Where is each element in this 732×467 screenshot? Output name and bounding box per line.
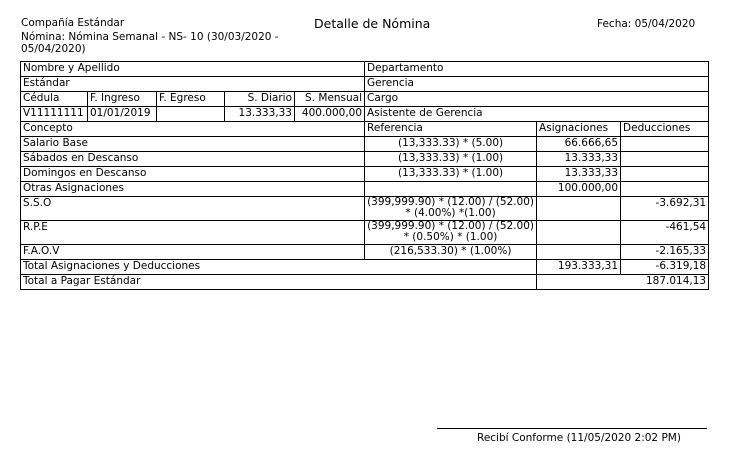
total-deducciones: -6.319,18	[621, 260, 709, 275]
concept-asignacion: 66.666,65	[537, 137, 621, 152]
concept-asignacion	[537, 245, 621, 260]
concept-row	[21, 182, 709, 197]
concept-reference: (13,333.33) * (5.00)	[365, 137, 537, 152]
concept-name: Sábados en Descanso	[21, 152, 365, 167]
salario-mensual-label: S. Mensual	[295, 92, 365, 107]
net-pay-row	[21, 275, 709, 290]
ingreso-label: F. Ingreso	[88, 92, 157, 107]
payroll-period: Nómina: Nómina Semanal - NS- 10 (30/03/2020 - 05/04/2020)	[21, 31, 279, 55]
concept-reference	[365, 182, 537, 197]
cedula-label: Cédula	[21, 92, 88, 107]
totals-label: Total Asignaciones y Deducciones	[21, 260, 537, 275]
egreso-value	[157, 107, 225, 122]
concept-reference: (399,999.90) * (12.00) / (52.00) * (0.50%) * (1.00)	[365, 221, 537, 245]
total-asignaciones: 193.333,31	[537, 260, 621, 275]
department-label: Departamento	[365, 62, 709, 77]
concept-deduccion	[621, 167, 709, 182]
concept-deduccion: -2.165,33	[621, 245, 709, 260]
concept-row	[21, 137, 709, 152]
salario-diario-value: 13.333,33	[225, 107, 295, 122]
employee-value-row	[21, 77, 709, 92]
employee-detail-value-row	[21, 107, 709, 122]
report-date: Fecha: 05/04/2020	[597, 18, 696, 30]
cargo-label: Cargo	[365, 92, 709, 107]
concept-deduccion	[621, 137, 709, 152]
cargo-value: Asistente de Gerencia	[365, 107, 709, 122]
ingreso-value: 01/01/2019	[88, 107, 157, 122]
totals-row	[21, 260, 709, 275]
net-pay-value: 187.014,13	[537, 275, 709, 290]
net-pay-label: Total a Pagar Estándar	[21, 275, 537, 290]
concept-name: F.A.O.V	[21, 245, 365, 260]
concept-name: Domingos en Descanso	[21, 167, 365, 182]
payroll-table	[20, 61, 709, 290]
concept-asignacion: 13.333,33	[537, 152, 621, 167]
concept-asignacion: 100.000,00	[537, 182, 621, 197]
concepto-header: Concepto	[21, 122, 365, 137]
employee-department: Gerencia	[365, 77, 709, 92]
concept-reference: (13,333.33) * (1.00)	[365, 167, 537, 182]
employee-detail-header-row	[21, 92, 709, 107]
concept-deduccion	[621, 152, 709, 167]
concept-asignacion: 13.333,33	[537, 167, 621, 182]
cedula-value: V11111111	[21, 107, 88, 122]
referencia-header: Referencia	[365, 122, 537, 137]
concept-row	[21, 245, 709, 260]
concept-reference: (216,533.30) * (1.00%)	[365, 245, 537, 260]
received-conforme: Recibí Conforme (11/05/2020 2:02 PM)	[477, 432, 681, 444]
concept-name: Otras Asignaciones	[21, 182, 365, 197]
employee-header-row	[21, 62, 709, 77]
employee-name: Estándar	[21, 77, 365, 92]
concept-row	[21, 221, 709, 245]
concept-name: Salario Base	[21, 137, 365, 152]
concept-deduccion	[621, 182, 709, 197]
concept-reference: (13,333.33) * (1.00)	[365, 152, 537, 167]
name-label: Nombre y Apellido	[21, 62, 365, 77]
concept-row	[21, 197, 709, 221]
company-name: Compañía Estándar	[21, 17, 125, 29]
page-title: Detalle de Nómina	[314, 16, 431, 31]
deducciones-header: Deducciones	[621, 122, 709, 137]
concept-name: S.S.O	[21, 197, 365, 221]
concept-name: R.P.E	[21, 221, 365, 245]
concept-deduccion: -3.692,31	[621, 197, 709, 221]
asignaciones-header: Asignaciones	[537, 122, 621, 137]
concepts-header-row	[21, 122, 709, 137]
concept-asignacion	[537, 221, 621, 245]
concept-deduccion: -461,54	[621, 221, 709, 245]
concept-row	[21, 167, 709, 182]
salario-diario-label: S. Diario	[225, 92, 295, 107]
concept-asignacion	[537, 197, 621, 221]
concept-reference: (399,999.90) * (12.00) / (52.00) * (4.00%) *(1.00)	[365, 197, 537, 221]
signature-line	[437, 428, 707, 429]
egreso-label: F. Egreso	[157, 92, 225, 107]
concept-row	[21, 152, 709, 167]
salario-mensual-value: 400.000,00	[295, 107, 365, 122]
